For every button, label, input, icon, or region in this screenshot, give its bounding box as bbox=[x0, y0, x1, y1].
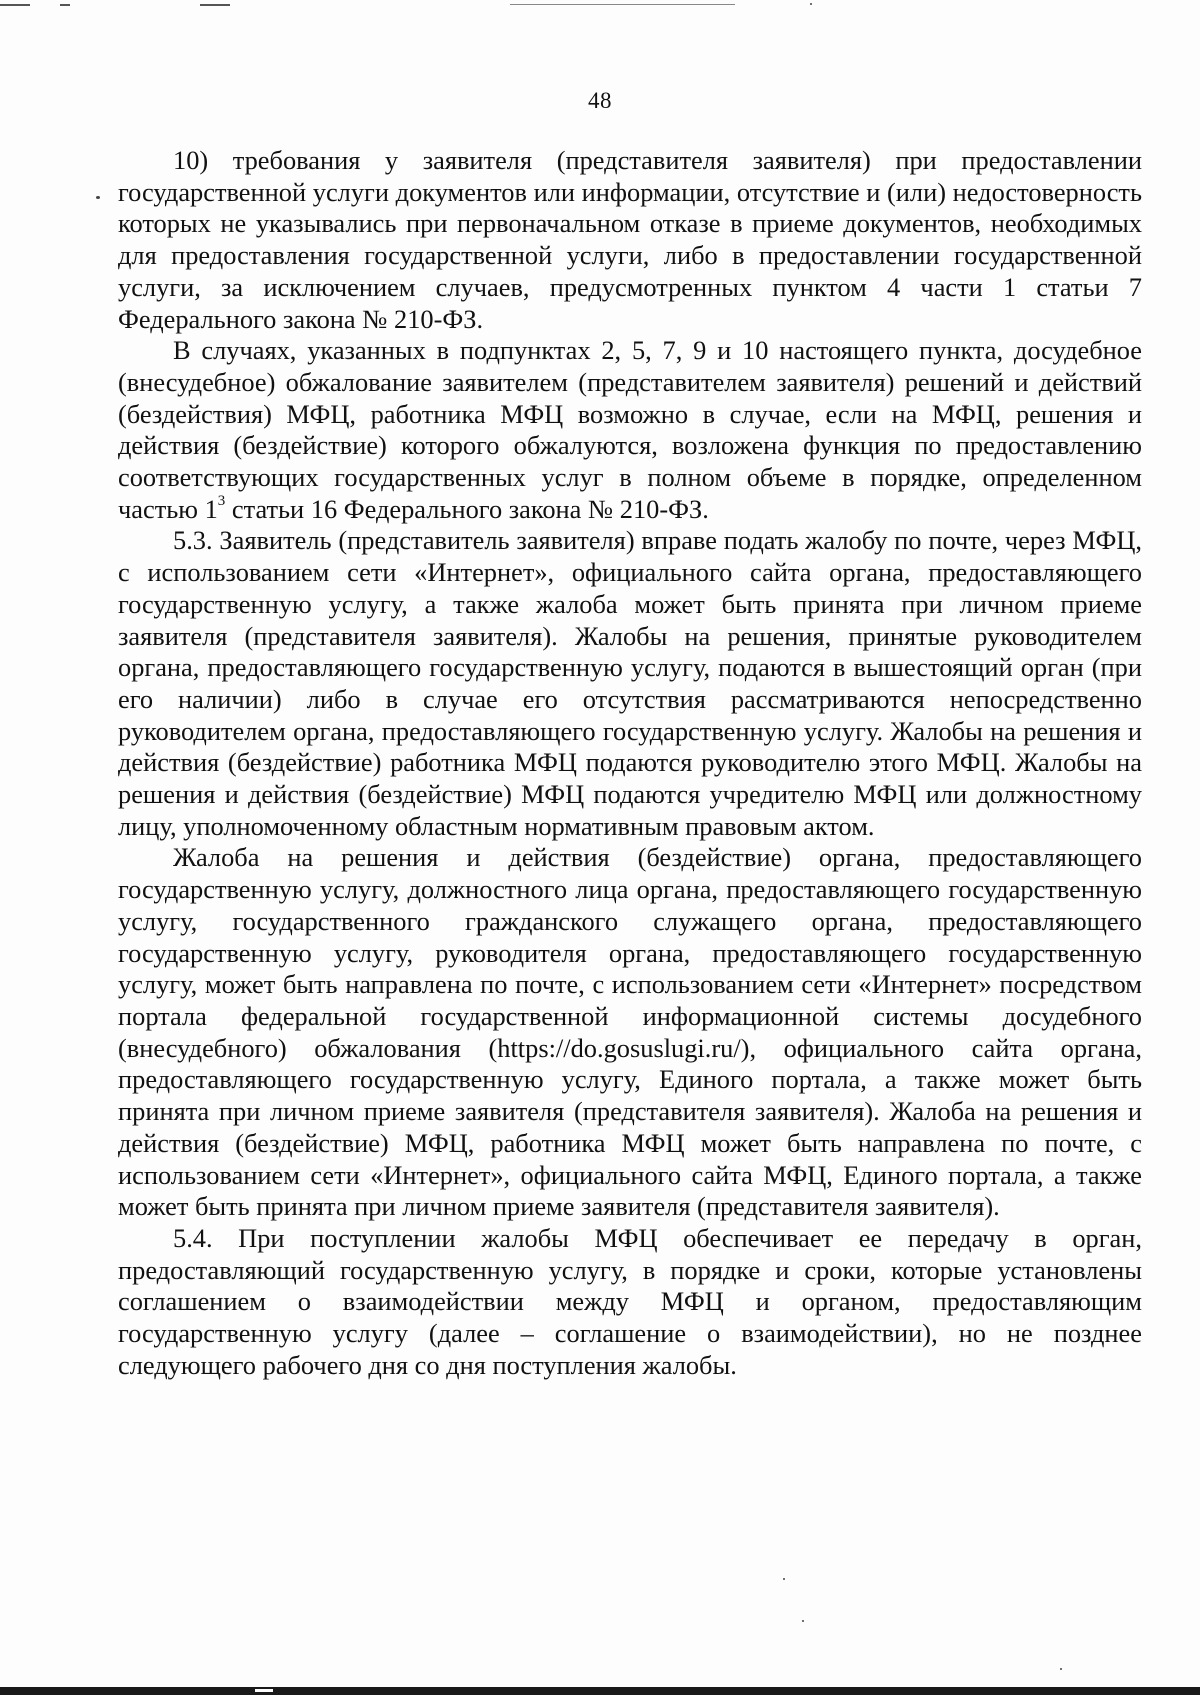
paragraph-appeal-cases-text: В случаях, указанных в подпунктах 2, 5, 7, 9 и 10 настоящего пункта, досудебное (внесудебное) обжалование заявителем (представителем заявителя) решений и действий (бездействия) МФЦ, работника МФЦ возможно в случае, если на МФЦ, решения и действия (бездействие) которого обжалуются, возложена функция по предоставлению соответствующих государственных услуг в полном объеме в порядке, определенном частью 1 bbox=[118, 335, 1142, 524]
scan-speck bbox=[1060, 1668, 1062, 1670]
scan-edge-top-center bbox=[510, 4, 735, 5]
scan-edge-top-left-2 bbox=[60, 4, 70, 6]
paragraph-5-3: 5.3. Заявитель (представитель заявителя) вправе подать жалобу по почте, через МФЦ, с использованием сети «Интернет», официального сайта органа, предоставляющего государственную услугу, а также жалоба может быть принята при личном приеме заявителя (представителя заявителя). Жалобы на решения, принятые руководителем органа, предоставляющего государственную услугу, подаются в вышестоящий орган (при его наличии) либо в случае его отсутствия рассматриваются непосредственно руководителем органа, предоставляющего государственную услугу. Жалобы на решения и действия (бездействие) работника МФЦ подаются руководителю этого МФЦ. Жалобы на решения и действия (бездействие) МФЦ подаются учредителю МФЦ или должностному лицу, уполномоченному областным нормативным правовым актом. bbox=[118, 525, 1142, 841]
paragraph-item-10: 10) требования у заявителя (представителя заявителя) при предоставлении государственной услуги документов или информации, отсутствие и (или) недостоверность которых не указывались при первоначальном отказе в приеме документов, необходимых для предоставления государственной услуги, либо в предоставлении государственной услуги, за исключением случаев, предусмотренных пунктом 4 части 1 статьи 7 Федерального закона № 210-ФЗ. bbox=[118, 145, 1142, 334]
paragraph-appeal-cases bbox=[118, 335, 1142, 525]
scan-edge-bottom bbox=[0, 1687, 1200, 1695]
page-number: 48 bbox=[588, 88, 612, 113]
paragraph-appeal-cases-tail: статьи 16 Федерального закона № 210-ФЗ. bbox=[225, 493, 709, 524]
scan-edge-top-mid bbox=[200, 4, 230, 6]
scan-speck bbox=[802, 1620, 804, 1622]
scan-speck bbox=[783, 1578, 785, 1580]
paragraph-5-4: 5.4. При поступлении жалобы МФЦ обеспечивает ее передачу в орган, предоставляющий государственную услугу, в порядке и сроки, которые установлены соглашением о взаимодействии между МФЦ и органом, предоставляющим государственную услугу (далее – соглашение о взаимодействии), но не позднее следующего рабочего дня со дня поступления жалобы. bbox=[118, 1222, 1142, 1380]
document-body bbox=[118, 145, 1142, 1381]
scan-speck bbox=[96, 196, 100, 199]
paragraph-complaint: Жалоба на решения и действия (бездействие) органа, предоставляющего государственную услугу, должностного лица органа, предоставляющего государственную услугу, государственного гражданского служащего органа, предоставляющего государственную услугу, руководителя органа, предоставляющего государственную услугу, может быть направлена по почте, с использованием сети «Интернет» посредством портала федеральной государственной информационной системы досудебного (внесудебного) обжалования (https://do.gosuslugi.ru/), официального сайта органа, предоставляющего государственную услугу, Единого портала, а также может быть принята при личном приеме заявителя (представителя заявителя). Жалоба на решения и действия (бездействие) МФЦ, работника МФЦ может быть направлена по почте, с использованием сети «Интернет», официального сайта МФЦ, Единого портала, а также может быть принята при личном приеме заявителя (представителя заявителя). bbox=[118, 842, 1142, 1222]
scan-speck bbox=[810, 3, 812, 5]
scan-edge-bottom-gap bbox=[255, 1689, 273, 1692]
scan-edge-top-left bbox=[0, 4, 30, 6]
superscript-3: 3 bbox=[217, 492, 226, 509]
